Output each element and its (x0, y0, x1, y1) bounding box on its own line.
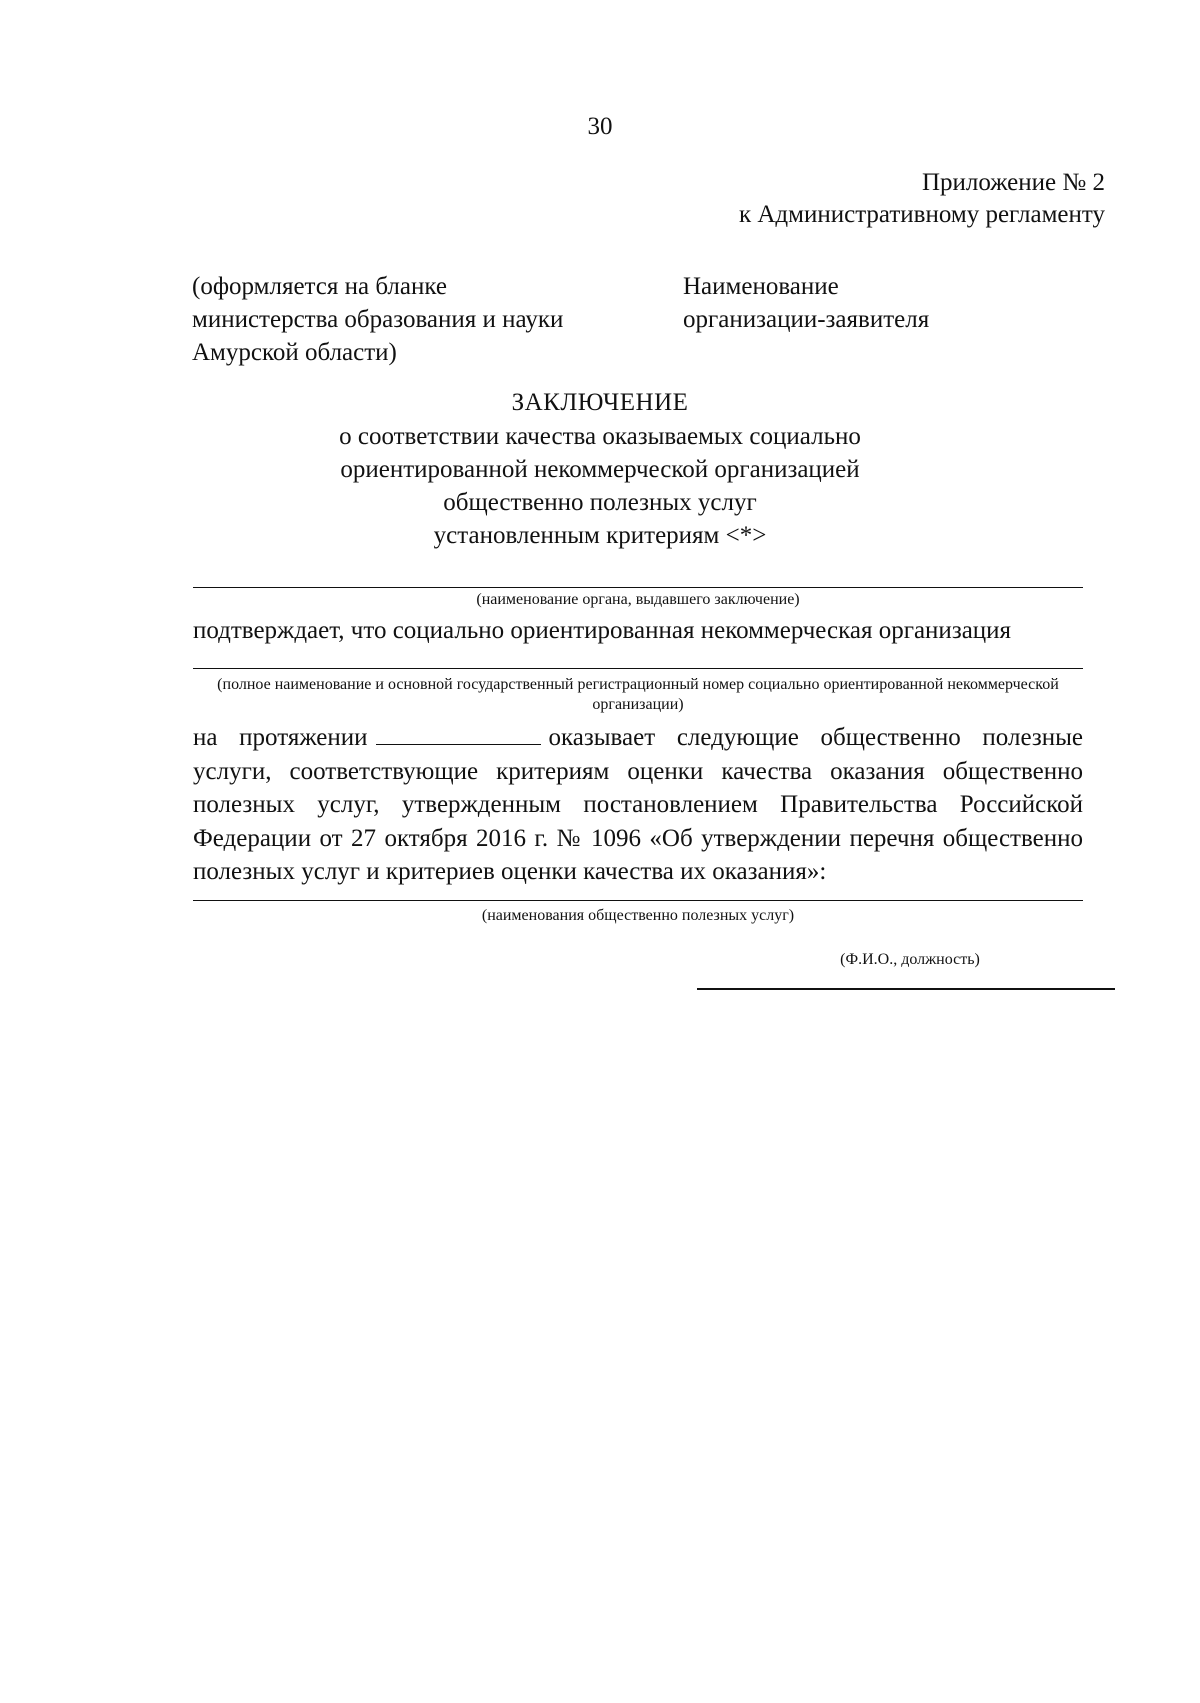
signer-hint: (Ф.И.О., должность) (840, 951, 980, 968)
document-subtitle-line: о соответствии качества оказываемых социально (339, 423, 861, 450)
paragraph-start: на протяжении (193, 724, 368, 751)
appendix-title: Приложение № 2 (921, 169, 1105, 196)
period-blank (376, 722, 541, 745)
organization-name-line: Наименование (683, 273, 839, 300)
signature-line (697, 988, 1115, 990)
blank-note-line: министерства образования и науки (192, 306, 564, 333)
organization-name-block (683, 270, 1043, 336)
main-paragraph (193, 721, 1083, 889)
services-fill-line (193, 900, 1083, 901)
page-number: 30 (587, 113, 613, 140)
services-hint: (наименования общественно полезных услуг) (481, 907, 795, 924)
confirm-text: подтверждает, что социально ориентированная некоммерческая организация (193, 617, 1012, 644)
blank-note-line: Амурской области) (192, 339, 397, 366)
document-subtitle-line: общественно полезных услуг (443, 489, 757, 516)
document-subtitle-line: ориентированной некоммерческой организацией (340, 456, 860, 483)
issuer-fill-line (193, 587, 1083, 588)
document-subtitle-line: установленным критериям <*> (433, 522, 767, 549)
blank-note (192, 270, 652, 369)
appendix-subtitle: к Административному регламенту (738, 201, 1105, 228)
issuer-hint: (наименование органа, выдавшего заключение) (476, 591, 800, 608)
organization-hint: (полное наименование и основной государственный регистрационный номер социально ориентированной некоммерческой организации) (217, 676, 1059, 713)
blank-note-line: (оформляется на бланке (192, 273, 448, 300)
document-title: ЗАКЛЮЧЕНИЕ (511, 389, 689, 416)
organization-name-line: организации-заявителя (683, 306, 930, 333)
paragraph-rest: оказывает следующие общественно полезные услуги, соответствующие критериям оценки качества оказания общественно полезных услуг, утвержденным постановлением Правительства Российской Федерации от 27 октября 2016 г. № 1096 «Об утверждении перечня общественно полезных услуг и критериев оценки качества их оказания»: (193, 724, 1083, 885)
organization-fill-line (193, 668, 1083, 669)
